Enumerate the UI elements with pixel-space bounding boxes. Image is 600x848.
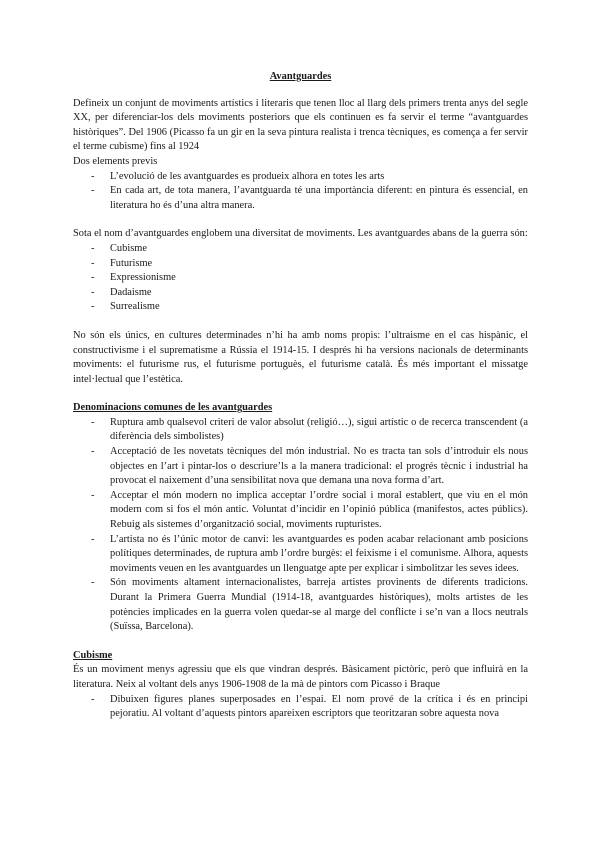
movements-list bbox=[73, 242, 528, 315]
list-item: - Dibuixen figures planes superposades en l’espai. El nom prové de la crítica i és en principi pejoratiu. Al voltant d’aquests pintors apareixen escriptors que teoritzaran sobre aquesta nova bbox=[73, 693, 528, 722]
document-title: Avantguardes bbox=[269, 71, 332, 82]
list-item: - Acceptació de les novetats tècniques del món industrial. No es tracta tan sols d’introduir els nous objectes en l’art i pintar-los o descriure’ls a la manera tradicional: el progrés tècnic i industrial ha provocat el naixement d’una sensibilitat nova que demana una nova forma d’art. bbox=[73, 445, 528, 489]
list-item: - Futurisme bbox=[73, 257, 528, 272]
list-item: - Acceptar el món modern no implica acceptar l’ordre social i moral establert, que viu en el món modern com si fos el món antic. Voluntat d’incidir en l’opinió pública (manifestos, actes públics). Rebuig als sistemes d’organització social, moviments rupturistes. bbox=[73, 489, 528, 533]
cubisme-heading: Cubisme bbox=[73, 649, 113, 661]
list-item: - L’evolució de les avantguardes es produeix alhora en totes les arts bbox=[73, 170, 528, 185]
list-item: - Són moviments altament internacionalistes, barreja artistes provinents de diferents tradicions. Durant la Primera Guerra Mundial (1914-18, avantguardes històriques), molts artistes de les potències implicades en la guerra volen quedar-se al marge del conflicte i se’n van a llocs neutrals (Suïssa, Barcelona). bbox=[73, 576, 528, 634]
previous-elements-label: Dos elements previs bbox=[73, 155, 158, 167]
list-item: - Ruptura amb qualsevol criteri de valor absolut (religió…), sigui artístic o de recerca transcendent (a diferència dels simbolistes) bbox=[73, 416, 528, 445]
cubisme-list bbox=[73, 693, 528, 722]
list-item: - Cubisme bbox=[73, 242, 528, 257]
previous-elements-list bbox=[73, 170, 528, 214]
diversity-paragraph: Sota el nom d’avantguardes englobem una diversitat de moviments. Les avantguardes abans de la guerra són: bbox=[73, 228, 528, 240]
cubisme-paragraph: És un moviment menys agressiu que els que vindran després. Bàsicament pictòric, però que influirà en la literatura. Neix al voltant dels anys 1906-1908 de la mà de pintors com Picasso i Braque bbox=[73, 664, 528, 690]
common-heading: Denominacions comunes de les avantguardes bbox=[73, 402, 273, 414]
list-item: - Surrealisme bbox=[73, 300, 528, 315]
intro-paragraph: Defineix un conjunt de moviments artístics i literaris que tenen lloc al llarg dels primers trenta anys del segle XX, per diferenciar-los dels moviments posteriors que els continuen es fa servir el terme “avantguardes històriques”. Del 1906 (Picasso fa un gir en la seva pintura realista i trenca tècniques, es comença a fer servir el terme cubisme) fins al 1924 bbox=[73, 97, 528, 153]
common-list bbox=[73, 416, 528, 635]
list-item: - Expressionisme bbox=[73, 271, 528, 286]
list-item: - L’artista no és l’únic motor de canvi: les avantguardes es poden acabar relacionant amb posicions polítiques determinades, de ruptura amb l’ordre burgès: el feixisme i el comunisme. Alhora, aquests moviments veuen en les avantguardes un llenguatge apte per explicar i simbolitzar les seves idees. bbox=[73, 533, 528, 577]
others-paragraph: No són els únics, en cultures determinades n’hi ha amb noms propis: l’ultraisme en el cas hispànic, el constructivisme i el suprematisme a Rússia el 1914-15. I després hi ha versions nacionals de determinants moviments: el futurisme rus, el futurisme portuguès, el futurisme català. És més important el missatge intel·lectual que l’estètica. bbox=[73, 329, 528, 385]
list-item: - Dadaisme bbox=[73, 286, 528, 301]
list-item: - En cada art, de tota manera, l’avantguarda té una importància diferent: en pintura és essencial, en literatura ho és d’una altra manera. bbox=[73, 184, 528, 213]
